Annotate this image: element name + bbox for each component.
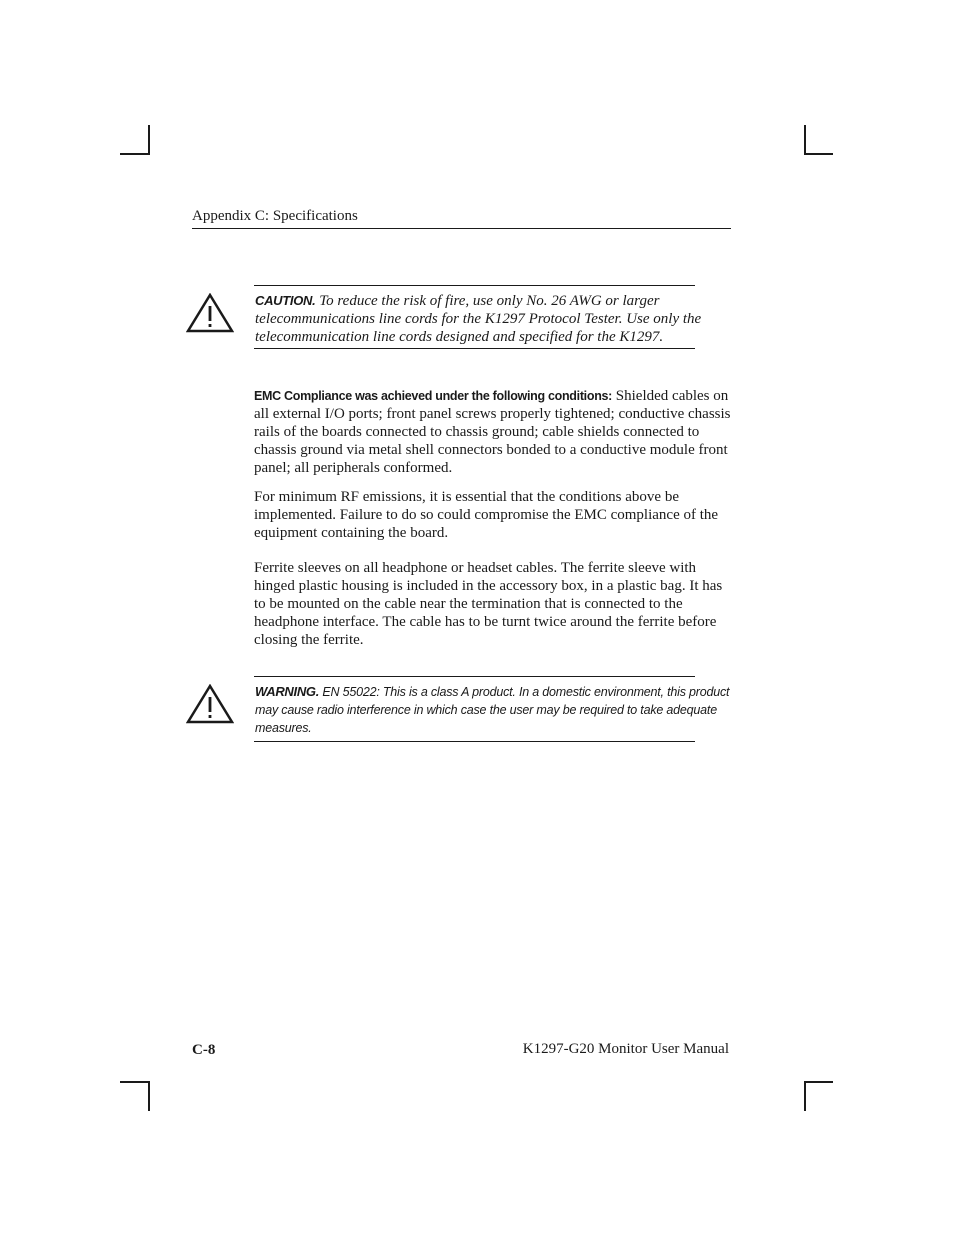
rf-emissions-paragraph: For minimum RF emissions, it is essential that the conditions above be implemented. Failure to do so could compromise the EMC compliance of the equipment containing the board. bbox=[254, 489, 719, 541]
warning-notice bbox=[254, 676, 730, 742]
emc-paragraph bbox=[254, 387, 732, 477]
caution-text bbox=[255, 292, 735, 346]
crop-mark-top-left-horizontal bbox=[120, 153, 150, 155]
ferrite-paragraph: Ferrite sleeves on all headphone or headset cables. The ferrite sleeve with hinged plastic housing is included in the accessory box, in a plastic bag. It has to be mounted on the cable near the termination that is connected to the headphone interface. The cable has to be turnt twice around the ferrite before closing the ferrite. bbox=[254, 560, 723, 648]
crop-mark-bottom-left-horizontal bbox=[120, 1081, 150, 1083]
crop-mark-top-right-vertical bbox=[804, 125, 806, 155]
caution-label: CAUTION. bbox=[255, 293, 316, 308]
warning-triangle-icon bbox=[186, 293, 234, 333]
manual-title: K1297-G20 Monitor User Manual bbox=[522, 1041, 729, 1057]
caution-notice bbox=[254, 285, 702, 349]
warning-label: WARNING. bbox=[255, 684, 320, 699]
page-number: C-8 bbox=[192, 1042, 216, 1058]
crop-mark-top-right-horizontal bbox=[804, 153, 833, 155]
crop-mark-top-left-vertical bbox=[148, 125, 150, 155]
caution-body: To reduce the risk of fire, use only No. 26 AWG or larger telecommunications line cords for the K1297 Protocol Tester. Use only the telecommunication line cords designed and specified for the K1297. bbox=[255, 293, 702, 345]
emc-lead: EMC Compliance was achieved under the following conditions: bbox=[254, 389, 613, 403]
warning-body: EN 55022: This is a class A product. In a domestic environment, this product may cause radio interference in which case the user may be required to take adequate measures. bbox=[255, 685, 730, 735]
running-header: Appendix C: Specifications bbox=[192, 207, 731, 229]
crop-mark-bottom-right-vertical bbox=[804, 1081, 806, 1111]
crop-mark-bottom-left-vertical bbox=[148, 1081, 150, 1111]
warning-triangle-icon bbox=[186, 684, 234, 724]
emc-text: Shielded cables on all external I/O ports; front panel screws properly tightened; conductive chassis rails of the boards connected to chassis ground; cable shields connected to chassis ground via metal shell connectors bonded to a conductive module front panel; all peripherals conformed. bbox=[254, 388, 731, 476]
warning-text bbox=[255, 683, 735, 737]
crop-mark-bottom-right-horizontal bbox=[804, 1081, 833, 1083]
